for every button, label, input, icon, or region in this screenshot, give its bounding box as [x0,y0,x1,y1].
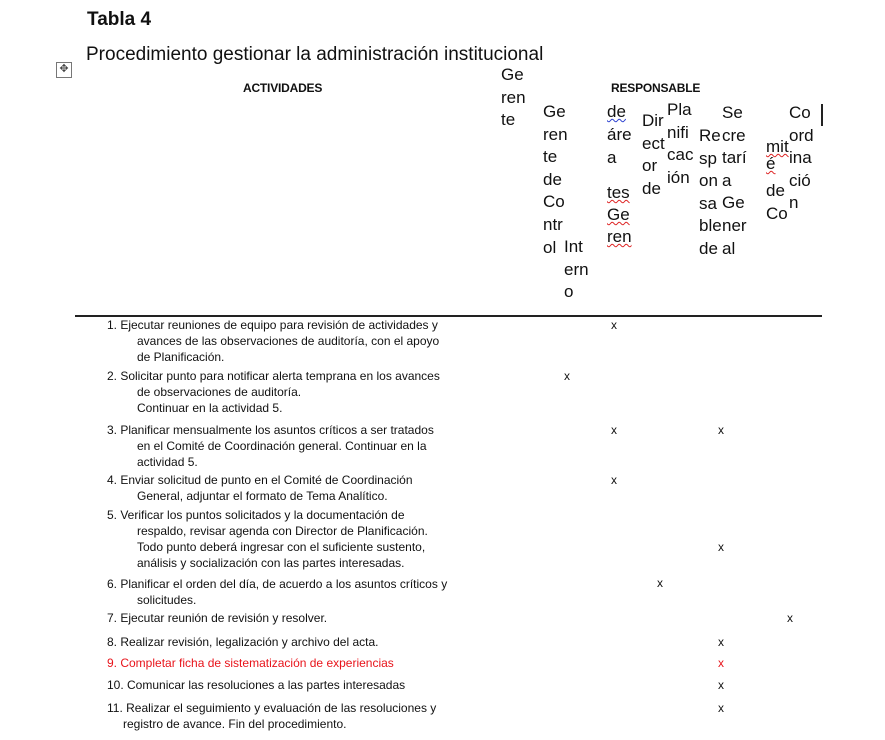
text-cursor [821,104,823,126]
header-planificacion: Pla nifi cac ión [667,100,694,187]
activity-row [107,634,497,650]
activity-row [107,700,497,732]
activity-row [107,472,497,504]
header-secretaria-general: Se cre tarí a Ge ner al [722,103,747,258]
header-interno: Int ern o [564,237,589,302]
responsible-mark: x [611,318,617,332]
activity-text-line: 8. Realizar revisión, legalización y archivo del acta. [107,635,379,649]
activity-text-line: Todo punto deberá ingresar con el suficiente sustento, [137,540,426,554]
activity-row [107,576,497,608]
activity-text-line: respaldo, revisar agenda con Director de Planificación. [137,524,428,538]
activity-row [107,422,497,470]
activity-text-line: 3. Planificar mensualmente los asuntos críticos a ser tratados [107,423,434,437]
activity-text-line: 6. Planificar el orden del día, de acuerdo a los asuntos críticos y [107,577,448,591]
activity-row [107,317,497,365]
responsible-mark: x [718,678,724,692]
activity-text-line: 5. Verificar los puntos solicitados y la documentación de [107,508,405,522]
header-gerente-control: Ge ren te de Co ntr ol [543,102,568,257]
responsible-mark: x [718,701,724,715]
activity-text-line: 2. Solicitar punto para notificar alerta temprana en los avances [107,369,440,383]
header-director: Dir ect or de [642,111,665,198]
header-areas-de: de [607,102,626,121]
responsible-mark: x [718,540,724,554]
activity-text-line: 7. Ejecutar reunión de revisión y resolver. [107,611,328,625]
responsible-mark: x [564,369,570,383]
activity-text-line: registro de avance. Fin del procedimiento. [123,717,347,731]
responsible-mark: x [611,473,617,487]
header-responsable-de: Re sp on sa ble de [699,126,722,258]
activity-text-line: 1. Ejecutar reuniones de equipo para revisión de actividades y [107,318,438,332]
header-area: áre a [607,125,632,167]
header-comite-mit: mit [766,137,789,156]
table-label: Tabla 4 [87,9,152,30]
activity-text-line: 10. Comunicar las resoluciones a las partes interesadas [107,678,406,692]
header-responsable: RESPONSABLE [611,81,701,95]
header-actividades: ACTIVIDADES [243,81,323,95]
activity-text-line: 9. Completar ficha de sistematización de experiencias [107,656,394,670]
activity-row [107,655,497,671]
activity-text-line: de observaciones de auditoría. [137,385,302,399]
activity-text-line: de Planificación. [137,350,225,364]
activity-row [107,610,497,626]
activity-text-line: actividad 5. [137,455,198,469]
header-ge: Ge [607,205,630,224]
activity-row [107,507,497,571]
responsible-mark: x [718,656,724,670]
activity-text-line: 4. Enviar solicitud de punto en el Comité de Coordinación [107,473,413,487]
activity-text-line: solicitudes. [137,593,197,607]
header-gerente: Ge ren te [501,65,526,130]
table-caption: Procedimiento gestionar la administración institucional [86,44,544,65]
responsible-mark: x [657,576,663,590]
responsible-mark: x [718,423,724,437]
activity-text-line: 11. Realizar el seguimiento y evaluación de las resoluciones y [107,701,437,715]
responsible-mark: x [611,423,617,437]
activity-text-line: en el Comité de Coordinación general. Continuar en la [137,439,427,453]
header-coordinacion: Co ord ina ció n [789,103,814,213]
header-ren: ren [607,227,632,246]
header-comite-de-co: de Co [766,181,788,223]
activity-row [107,368,497,416]
header-comite-e: é [766,154,776,173]
activity-text-line: Continuar en la actividad 5. [137,401,283,415]
header-tes: tes [607,183,630,202]
activity-row [107,677,497,693]
activity-text-line: análisis y socialización con las partes interesadas. [137,556,405,570]
activity-text-line: avances de las observaciones de auditoría, con el apoyo [137,334,440,348]
activity-text-line: General, adjuntar el formato de Tema Analítico. [137,489,388,503]
responsible-mark: x [787,611,793,625]
table-move-handle-icon[interactable]: ✥ [56,62,72,78]
responsible-mark: x [718,635,724,649]
